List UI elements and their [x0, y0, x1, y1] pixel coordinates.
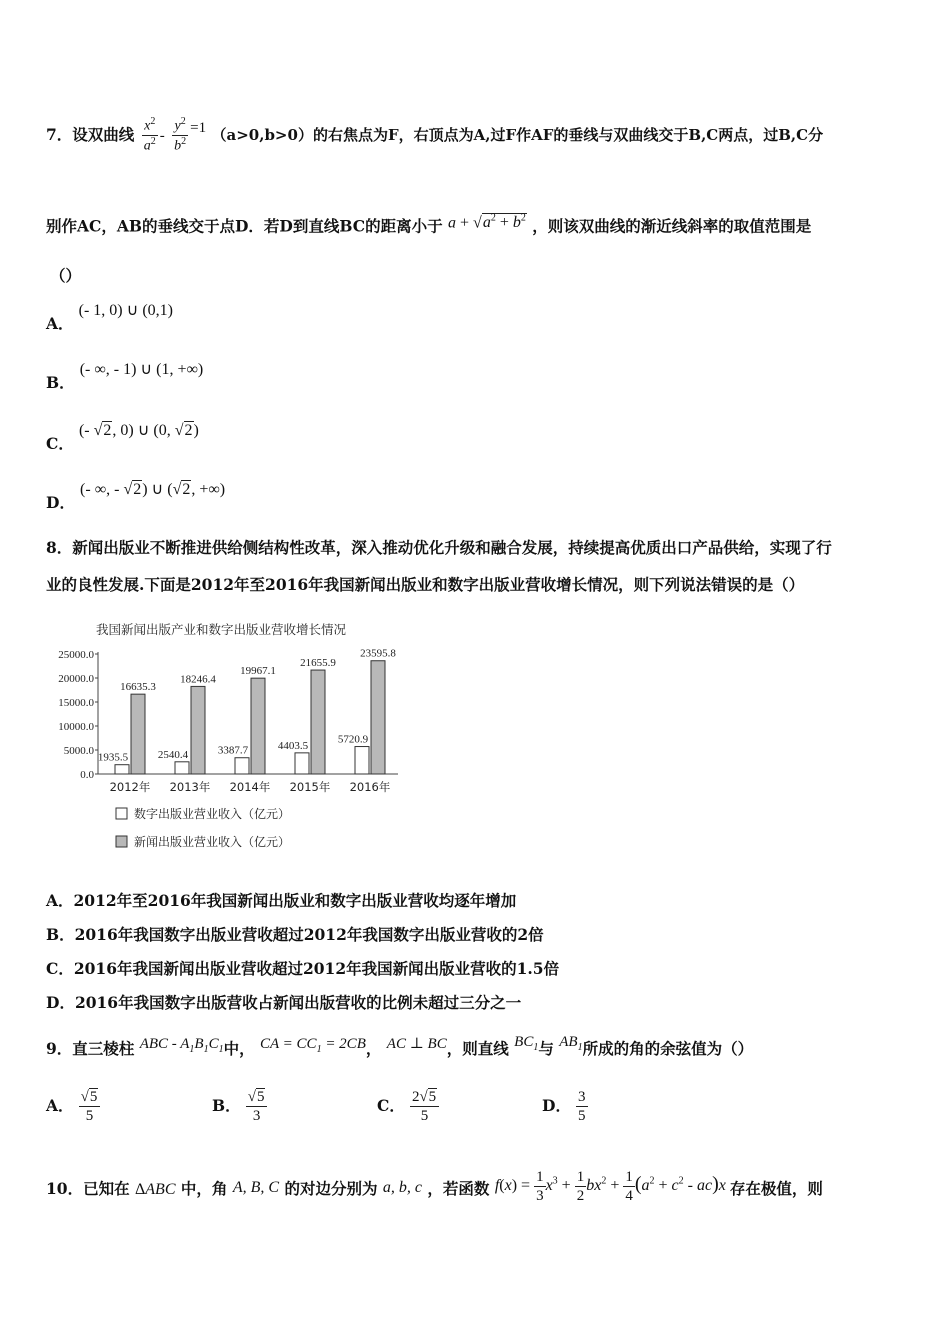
- legend-label: 新闻出版业营业收入（亿元）: [134, 835, 291, 849]
- q10-number: 10．已知在: [46, 1179, 130, 1199]
- option-frac: $\frac{√5}{5}$: [79, 1088, 101, 1125]
- option-math: (- ∞, - √2) ∪ (√2, +∞): [80, 481, 226, 498]
- data-label: 3387.7: [217, 744, 249, 757]
- bar-news-2012年: [131, 694, 145, 774]
- option-label: B．: [46, 373, 75, 392]
- bar-news-2015年: [311, 670, 325, 774]
- q9-prism: ABC - $A_1B_1C_1$: [139, 1036, 224, 1055]
- q9-line2: $AB_1$: [559, 1034, 583, 1053]
- data-label: 18246.4: [180, 673, 216, 686]
- q10-function: f(x) = $\frac{1}{3}$ $x^3$ + $\frac{1}{2}$ $bx^2$ + $\frac{1}{4}$ $(a^2 + c^2 - ac)x$: [494, 1169, 726, 1204]
- data-label: 19967.1: [240, 665, 276, 678]
- y-tick-label: 5000.0: [63, 745, 94, 757]
- y-tick-label: 20000.0: [58, 673, 94, 685]
- q9-option-d[interactable]: [542, 1088, 588, 1125]
- q9-tail: 所成的角的余弦值为（）: [582, 1039, 754, 1058]
- q7-eq-tail: =1: [190, 119, 207, 136]
- option-frac: $\frac{√5}{3}$: [246, 1088, 268, 1125]
- option-label: A．: [46, 314, 74, 333]
- x-tick-label: 2012年: [109, 780, 151, 794]
- q8-option-c[interactable]: C．2016年我国新闻出版业营收超过2012年我国新闻出版业营收的1.5倍: [46, 959, 560, 978]
- q7-line3: （）: [50, 266, 82, 285]
- option-math: (- 1, 0) ∪ (0,1): [78, 302, 173, 319]
- option-label: D．: [542, 1096, 571, 1115]
- q9-mid1: 中，: [223, 1039, 255, 1058]
- bar-digital-2016年: [355, 747, 369, 774]
- q10-angles: A, B, C: [232, 1179, 280, 1197]
- q9-mid2: ，: [365, 1039, 382, 1058]
- option-label: D．: [46, 493, 75, 512]
- option-frac: $\frac{2√5}{5}$: [410, 1088, 439, 1125]
- y-tick-label: 0.0: [80, 769, 94, 781]
- q9-option-a[interactable]: [46, 1088, 100, 1125]
- q9-mid3: ，则直线: [446, 1039, 509, 1058]
- bar-digital-2012年: [115, 765, 129, 774]
- q8-line1: 8．新闻出版业不断推进供给侧结构性改革，深入推动优化升级和融合发展，持续提高优质出口产品供给，实现了行: [46, 538, 832, 557]
- q8-line2: 业的良性发展.下面是2012年至2016年我国新闻出版业和数字出版业营收增长情况，则下列说法错误的是（）: [46, 575, 805, 594]
- q7-option-c[interactable]: [46, 418, 199, 453]
- data-label: 5720.9: [337, 733, 369, 746]
- data-label: 1935.5: [97, 751, 129, 764]
- y-tick-label: 25000.0: [58, 649, 94, 661]
- q7-condition: （a>0,b>0）的右焦点为F，右顶点为A,过F作AF的垂线与双曲线交于B,C两点，过B,C分: [211, 125, 824, 144]
- q7-option-b[interactable]: [46, 357, 204, 392]
- q9-stem: [46, 1034, 753, 1059]
- data-label: 4403.5: [277, 739, 309, 752]
- bar-news-2014年: [251, 678, 265, 774]
- bar-digital-2015年: [295, 753, 309, 774]
- data-label: 16635.3: [120, 681, 156, 694]
- data-label: 21655.9: [300, 657, 336, 670]
- q9-option-b[interactable]: [212, 1088, 267, 1125]
- q8-option-a[interactable]: A．2012年至2016年我国新闻出版业和数字出版业营收均逐年增加: [46, 891, 517, 910]
- option-label: A．: [46, 1096, 74, 1115]
- q9-mid4: 与: [538, 1039, 554, 1058]
- q10-mid3: ，若函数: [427, 1179, 490, 1199]
- bar-news-2016年: [371, 661, 385, 774]
- option-math: (- √2, 0) ∪ (0, √2): [78, 422, 199, 439]
- q8-option-b[interactable]: B．2016年我国数字出版业营收超过2012年我国数字出版业营收的2倍: [46, 925, 544, 944]
- q10-sides: a, b, c: [382, 1179, 422, 1197]
- y-tick-label: 15000.0: [58, 697, 94, 709]
- bar-digital-2013年: [175, 762, 189, 774]
- chart-title: 我国新闻出版产业和数字出版业营收增长情况: [96, 622, 347, 637]
- option-label: C．: [377, 1096, 405, 1115]
- q9-eq2: AC ⊥ BC: [386, 1036, 447, 1052]
- q7-option-a[interactable]: [46, 298, 173, 333]
- bar-chart: [46, 616, 406, 862]
- x-tick-label: 2016年: [349, 780, 391, 794]
- q10-triangle: ΔABC: [134, 1181, 176, 1199]
- option-frac: $\frac{3}{5}$: [578, 1089, 586, 1124]
- q9-option-c[interactable]: [377, 1088, 439, 1125]
- y-tick-label: 10000.0: [58, 721, 94, 733]
- q7-line2b: ，则该双曲线的渐近线斜率的取值范围是: [532, 216, 812, 236]
- q7-line1: 7．设双曲线 $\frac{x^2}{a^2}$ - $\frac{y^2}{b^2}$ =1 （a>0,b>0）的右焦点为F，右顶点为A,过F作AF的垂线与双曲线交于B,C两点，过B,C分: [46, 116, 824, 155]
- q7-option-d[interactable]: [46, 477, 226, 512]
- q7-distance-expr: $a + √a^2 + b^2$: [448, 213, 526, 232]
- q7-intro: 设双曲线: [72, 124, 135, 144]
- legend-label: 数字出版业营业收入（亿元）: [134, 807, 291, 821]
- q7-frac-x: $\frac{x^2}{a^2}$: [143, 116, 156, 155]
- q9-number: 9．直三棱柱: [46, 1039, 135, 1058]
- q10-mid2: 的对边分别为: [284, 1179, 378, 1199]
- bar-news-2013年: [191, 686, 205, 774]
- q8-option-d[interactable]: D．2016年我国数字出版营收占新闻出版营收的比例未超过三分之一: [46, 993, 522, 1012]
- x-tick-label: 2014年: [229, 780, 271, 794]
- q9-eq1: CA = $CC_1 = 2CB$: [260, 1036, 366, 1055]
- q9-line1: $BC_1$: [514, 1034, 539, 1053]
- q10-mid1: 中，角: [180, 1179, 228, 1199]
- legend-swatch: [116, 836, 127, 847]
- option-label: B．: [212, 1096, 241, 1115]
- q10-tail: 存在极值，则: [729, 1179, 823, 1199]
- data-label: 2540.4: [157, 748, 189, 761]
- q7-frac-y: $\frac{y^2}{b^2}$: [174, 116, 187, 155]
- q7-number: 7．: [46, 124, 73, 144]
- q7-line2: [46, 213, 811, 236]
- q10-stem: [46, 1168, 823, 1205]
- x-tick-label: 2013年: [169, 780, 211, 794]
- legend-swatch: [116, 808, 127, 819]
- q7-line2a: 别作AC，AB的垂线交于点D．若D到直线BC的距离小于: [46, 216, 443, 236]
- data-label: 23595.8: [360, 647, 396, 660]
- option-math: (- ∞, - 1) ∪ (1, +∞): [79, 361, 204, 378]
- bar-digital-2014年: [235, 758, 249, 774]
- x-tick-label: 2015年: [289, 780, 331, 794]
- option-label: C．: [46, 434, 74, 453]
